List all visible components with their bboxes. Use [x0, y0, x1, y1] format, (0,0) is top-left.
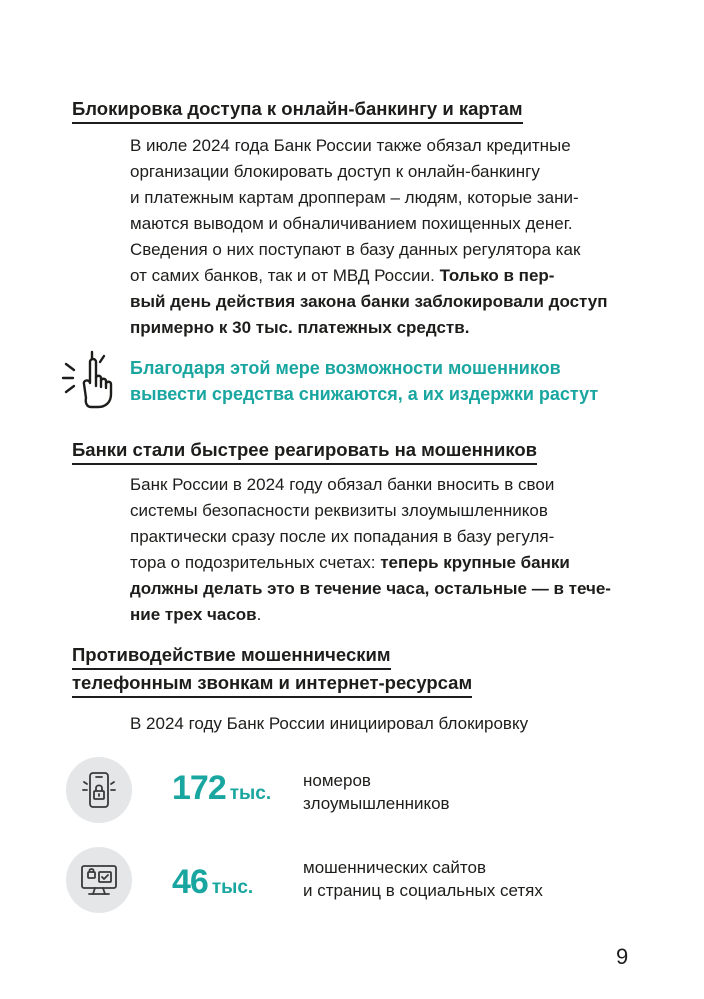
section-heading-countermeasures: Противодействие мошенническим телефонным звонкам и интернет-ресурсам — [72, 642, 472, 698]
locked-phone-icon — [79, 770, 119, 810]
highlight-callout: Благодаря этой мере возможности мошенников вывести средства снижаются, а их издержки растут — [130, 358, 599, 404]
stat-unit: тыс. — [211, 877, 254, 898]
section-heading-banks-react: Банки стали быстрее реагировать на мошенников — [72, 437, 537, 465]
stat-icon-circle — [66, 847, 132, 913]
emphasis-text: теперь крупные банки — [380, 553, 570, 572]
stat-description-phones: номеров злоумышленников — [303, 771, 450, 813]
stat-value-sites: 46 тыс. — [172, 863, 254, 901]
section-heading-blocking: Блокировка доступа к онлайн-банкингу и картам — [72, 96, 523, 124]
stat-value-phones: 172 тыс. — [172, 769, 272, 807]
locked-monitor-icon — [79, 860, 119, 900]
emphasis-text: вый день действия закона банки заблокировали доступ — [130, 292, 608, 311]
stat-unit: тыс. — [229, 783, 272, 804]
stat-icon-circle — [66, 757, 132, 823]
emphasis-text: должны делать это в течение часа, остальные — в тече- — [130, 579, 611, 598]
emphasis-text: ние трех часов — [130, 605, 257, 624]
section-paragraph-blocking: В июле 2024 года Банк России также обязал кредитные организации блокировать доступ к онлайн-банкингу и платежным картам дропперам – людям, которые зани- маются выводом и обналичиванием похищенных денег. Сведения о них поступают в базу данных регулятора как от самих банков, так и от МВД России. Только в пер- вый день действия закона банки заблокировали доступ примерно к 30 тыс. платежных средств. — [130, 136, 608, 337]
stats-intro: В 2024 году Банк России инициировал блокировку — [130, 714, 529, 733]
page-number: 9 — [616, 944, 629, 969]
pointing-hand-icon — [60, 350, 120, 410]
stat-description-sites: мошеннических сайтов и страниц в социальных сетях — [303, 858, 543, 900]
emphasis-text: примерно к 30 тыс. платежных средств. — [130, 318, 470, 337]
emphasis-text: Только в пер- — [439, 266, 555, 285]
section-paragraph-banks-react: Банк России в 2024 году обязал банки вносить в свои системы безопасности реквизиты злоумышленников практически сразу после их попадания в базу регуля- тора о подозрительных счетах: теперь крупные банки должны делать это в течение часа, остальные — в тече- ние трех часов. — [130, 475, 611, 624]
